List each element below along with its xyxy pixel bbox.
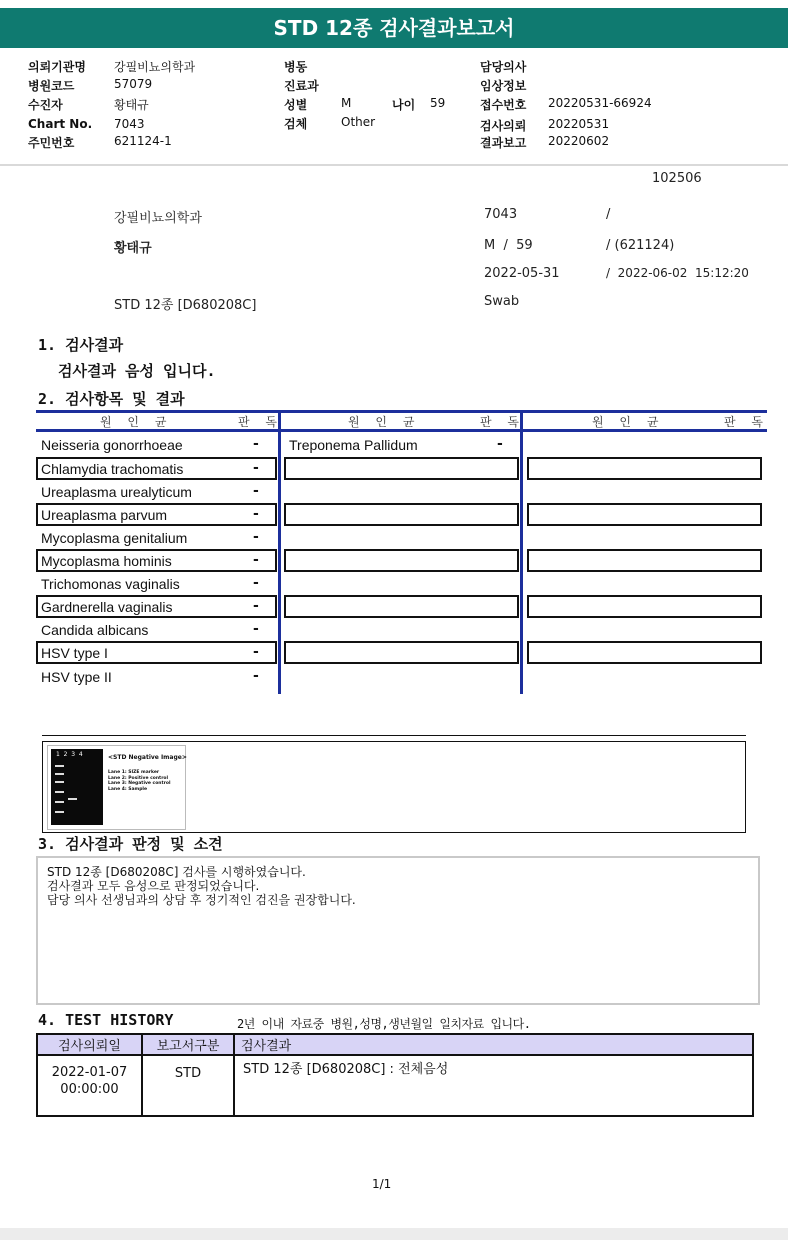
table-row	[37, 1055, 753, 1116]
organism-name: Neisseria gonorrhoeae	[41, 437, 183, 453]
summary-request-date: 2022-05-31	[484, 266, 560, 281]
request-date-label: 검사의뢰	[480, 119, 527, 133]
history-note: 2년 이내 자료중 병원,성명,생년월일 일치자료 입니다.	[237, 1017, 531, 1031]
request-date-value: 20220531	[548, 117, 610, 131]
organism-result: -	[253, 644, 259, 660]
section4-heading: 4. TEST HISTORY	[38, 1011, 174, 1029]
table-col-divider-2	[520, 410, 523, 694]
remark-line: 담당 의사 선생님과의 상담 후 정기적인 검진을 권장합니다.	[47, 893, 356, 907]
specimen-label: 검체	[284, 117, 308, 131]
resident-no-label: 주민번호	[28, 136, 75, 150]
history-table	[36, 1033, 754, 1117]
organism-name: HSV type II	[41, 669, 112, 685]
age-label: 나이	[392, 98, 416, 112]
empty-row-box	[527, 457, 762, 480]
gel-legend-item: Lane 4: Sample	[108, 786, 148, 792]
chart-no-value: 7043	[114, 117, 145, 131]
gel-legend-item: Lane 2: Positive control	[108, 775, 169, 781]
organism-name: Candida albicans	[41, 622, 149, 638]
gel-photo	[51, 749, 103, 825]
summary-sex-age: M / 59	[484, 238, 533, 253]
organism-result: -	[253, 552, 259, 568]
gel-legend-item: Lane 1: SIZE marker	[108, 770, 160, 775]
empty-row-box	[527, 641, 762, 664]
remark-line: 검사결과 모두 음성으로 판정되었습니다.	[47, 879, 260, 893]
hospital-code-value: 57079	[114, 77, 153, 91]
receipt-no-label: 접수번호	[480, 98, 527, 112]
page-bottom-strip	[0, 1228, 788, 1240]
section1-result: 검사결과 음성 입니다.	[58, 362, 216, 380]
empty-row-box	[527, 503, 762, 526]
summary-code: 102506	[652, 171, 702, 186]
history-time: 00:00:00	[60, 1082, 119, 1097]
dept-label: 진료과	[284, 79, 319, 93]
sex-value: M	[341, 96, 352, 110]
marker-band	[55, 765, 64, 767]
marker-band	[55, 773, 64, 775]
hospital-code-label: 병원코드	[28, 79, 75, 93]
page-number: 1/1	[372, 1177, 392, 1191]
patient-value: 황태규	[114, 98, 149, 112]
remarks-box	[36, 856, 760, 1005]
summary-chart-no: 7043	[484, 207, 518, 222]
section2-heading: 2. 검사항목 및 결과	[38, 390, 185, 408]
organism-result: -	[253, 575, 259, 591]
organism-name: Ureaplasma urealyticum	[41, 484, 192, 500]
hospital-name-value: 강필비뇨의학과	[114, 60, 196, 74]
summary-slash: /	[606, 207, 611, 222]
empty-row-box	[284, 641, 519, 664]
organism-result: -	[253, 483, 259, 499]
gel-legend-item: Lane 3: Negative control	[108, 781, 171, 786]
marker-band	[55, 781, 64, 783]
organism-result: -	[253, 460, 259, 476]
section3-heading: 3. 검사결과 판정 및 소견	[38, 835, 223, 853]
history-type: STD	[142, 1055, 234, 1116]
header-divider	[0, 164, 788, 166]
history-col-result: 검사결과	[234, 1034, 753, 1055]
organism-result: -	[253, 506, 259, 522]
hospital-name-label: 의뢰기관명	[28, 60, 86, 74]
positive-control-band	[68, 798, 77, 800]
sex-label: 성별	[284, 98, 308, 112]
empty-row-box	[284, 503, 519, 526]
summary-test-name: STD 12종 [D680208C]	[114, 298, 257, 313]
section1-heading: 1. 검사결과	[38, 336, 124, 354]
gel-image	[47, 745, 186, 830]
table-col-divider-1	[278, 410, 281, 694]
summary-report-datetime: / 2022-06-02 15:12:20	[606, 266, 749, 280]
gel-title: <STD Negative Image>	[108, 754, 187, 761]
organism-result: -	[497, 436, 503, 452]
patient-label: 수진자	[28, 98, 63, 112]
history-result: STD 12종 [D680208C] : 전체음성	[234, 1055, 753, 1116]
organism-name: HSV type I	[41, 645, 108, 661]
col1-org-header: 원 인 균	[100, 415, 173, 429]
report-date-value: 20220602	[548, 134, 610, 148]
receipt-no-value: 20220531-66924	[548, 96, 652, 110]
doctor-label: 담당의사	[480, 60, 527, 74]
empty-row-box	[284, 595, 519, 618]
history-col-type: 보고서구분	[142, 1034, 234, 1055]
gel-image-frame	[42, 741, 746, 833]
organism-result: -	[253, 529, 259, 545]
empty-row-box	[284, 457, 519, 480]
empty-row-box	[527, 595, 762, 618]
empty-row-box	[284, 549, 519, 572]
organism-result: -	[253, 668, 259, 684]
organism-name: Trichomonas vaginalis	[41, 576, 180, 592]
gel-lane-numbers: 1 2 3 4	[56, 751, 83, 758]
ward-label: 병동	[284, 60, 308, 74]
col2-judge-header: 판 독	[480, 415, 525, 429]
col1-judge-header: 판 독	[238, 415, 283, 429]
marker-band	[55, 801, 64, 803]
image-top-rule	[42, 735, 746, 736]
history-col-date: 검사의뢰일	[37, 1034, 142, 1055]
age-value: 59	[430, 96, 446, 110]
organism-name: Mycoplasma genitalium	[41, 530, 188, 546]
organism-name: Mycoplasma hominis	[41, 553, 172, 569]
organism-result: -	[253, 436, 259, 452]
resident-no-value: 621124-1	[114, 134, 172, 148]
gel-legend	[108, 770, 171, 792]
organism-result: -	[253, 621, 259, 637]
specimen-value: Other	[341, 115, 376, 129]
organism-name: Gardnerella vaginalis	[41, 599, 173, 615]
col3-org-header: 원 인 균	[592, 415, 665, 429]
marker-band	[55, 791, 64, 793]
history-date: 2022-01-07	[51, 1065, 128, 1080]
col3-judge-header: 판 독	[724, 415, 769, 429]
report-title: STD 12종 검사결과보고서	[0, 8, 788, 48]
summary-birth: / (621124)	[606, 238, 675, 253]
remark-line: STD 12종 [D680208C] 검사를 시행하였습니다.	[47, 865, 306, 879]
organism-result: -	[253, 598, 259, 614]
col2-org-header: 원 인 균	[348, 415, 421, 429]
organism-name: Chlamydia trachomatis	[41, 461, 184, 477]
clinical-info-label: 임상정보	[480, 79, 527, 93]
organism-name: Treponema Pallidum	[289, 437, 418, 453]
organism-name: Ureaplasma parvum	[41, 507, 168, 523]
empty-row-box	[527, 549, 762, 572]
marker-band	[55, 811, 64, 813]
history-date-cell	[37, 1055, 142, 1116]
chart-no-label: Chart No.	[28, 117, 93, 131]
summary-patient: 황태규	[114, 241, 152, 256]
summary-specimen: Swab	[484, 294, 520, 309]
summary-clinic: 강필비뇨의학과	[114, 211, 202, 226]
report-date-label: 결과보고	[480, 136, 527, 150]
